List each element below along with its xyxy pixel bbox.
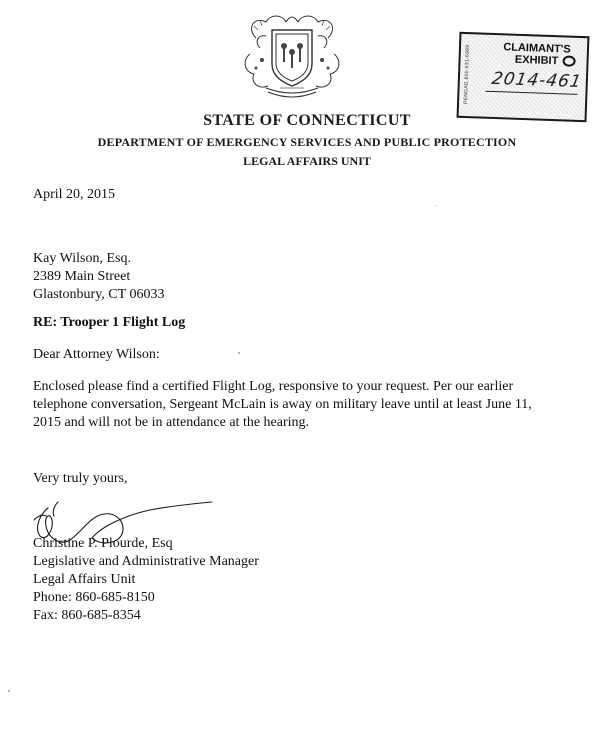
exhibit-stamp (457, 32, 590, 122)
body-line: 2015 and will not be in attendance at the hearing. (33, 415, 310, 430)
state-seal-icon (236, 8, 348, 100)
stamp-title-line1: CLAIMANT'S (503, 41, 571, 56)
letterhead-state: STATE OF CONNECTICUT (203, 112, 411, 129)
scan-speck (8, 690, 10, 692)
letter-closing: Very truly yours, (33, 471, 128, 486)
salutation: Dear Attorney Wilson: (33, 347, 160, 362)
scan-speck (238, 352, 240, 354)
stamp-title-line2: EXHIBIT (514, 53, 559, 68)
recipient-name: Kay Wilson, Esq. (33, 251, 131, 266)
recipient-address (33, 250, 164, 304)
letterhead-unit: LEGAL AFFAIRS UNIT (243, 154, 371, 168)
signature-block (33, 535, 259, 625)
signer-name: Christine P. Plourde, Esq (33, 536, 173, 551)
subject-line: RE: Trooper 1 Flight Log (33, 315, 186, 330)
scan-speck (436, 205, 437, 206)
stamp-exhibit-number: 2014-461 (490, 68, 584, 92)
body-line: telephone conversation, Sergeant McLain is away on military leave until at least June 11, (33, 397, 532, 412)
letter-body (33, 378, 532, 432)
recipient-street: 2389 Main Street (33, 269, 131, 284)
stamp-side-text: PENGAD 800-631-6989 (463, 44, 472, 104)
signer-fax: Fax: 860-685-8354 (33, 608, 141, 623)
letter-date: April 20, 2015 (33, 187, 116, 202)
signer-phone: Phone: 860-685-8150 (33, 590, 155, 605)
letterhead-department: DEPARTMENT OF EMERGENCY SERVICES AND PUBLIC PROTECTION (97, 135, 517, 149)
body-line: Enclosed please find a certified Flight Log, responsive to your request. Per our earlier (33, 379, 514, 394)
recipient-city: Glastonbury, CT 06033 (33, 287, 165, 302)
signer-title: Legislative and Administrative Manager (33, 554, 259, 569)
signer-unit: Legal Affairs Unit (33, 572, 136, 587)
